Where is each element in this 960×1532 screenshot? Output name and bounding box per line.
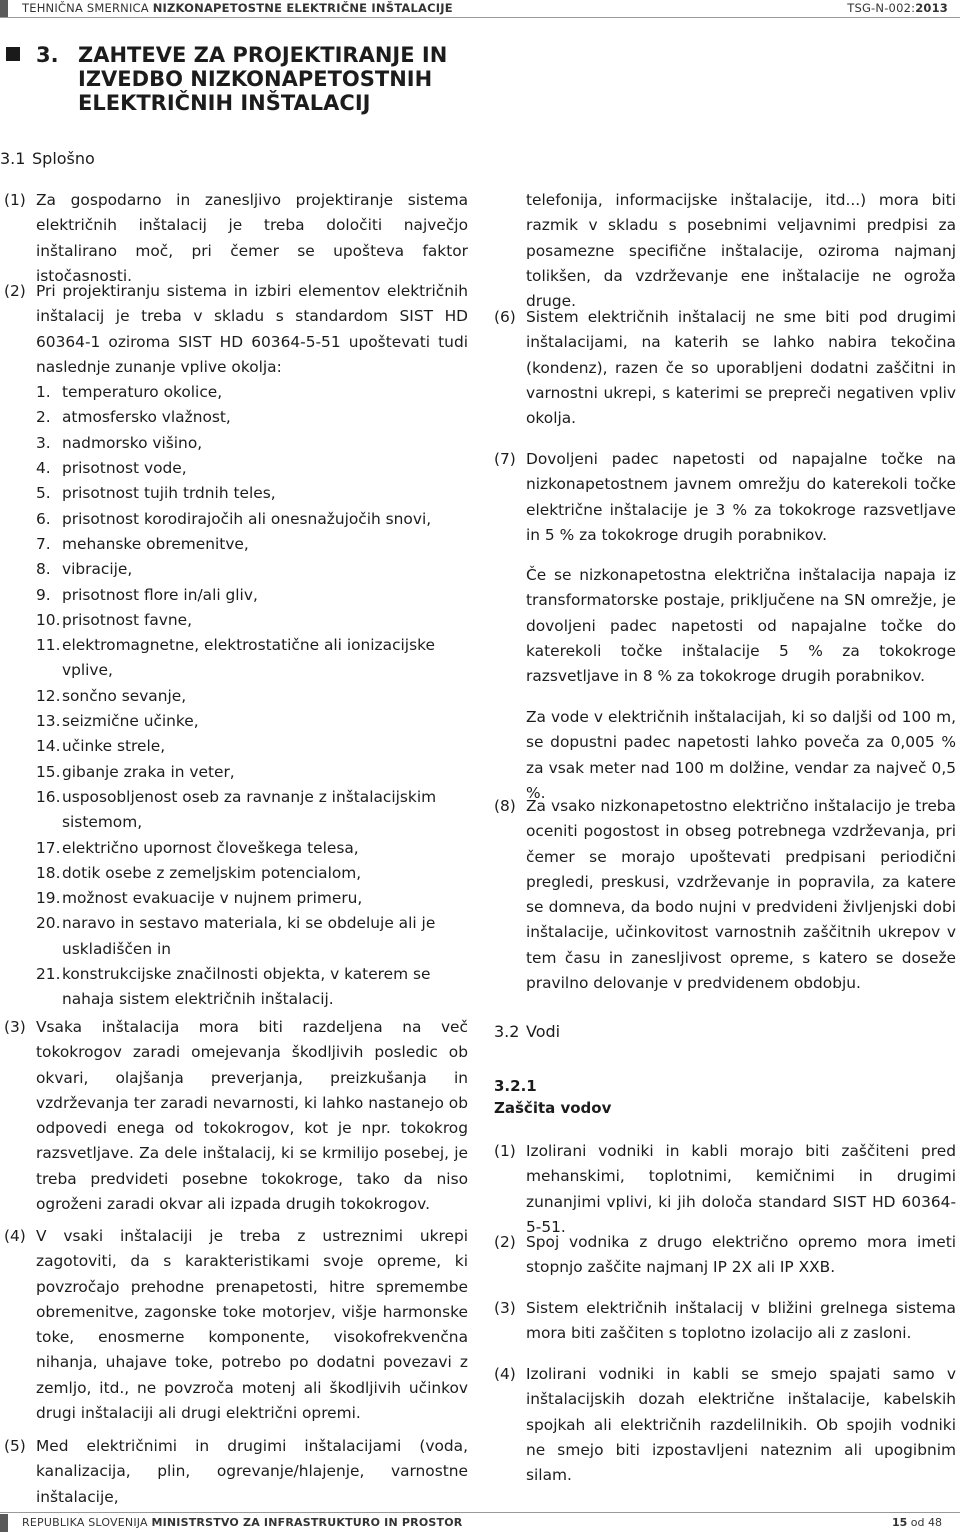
list-item-text: temperaturo okolice, — [62, 383, 223, 402]
list-item — [36, 608, 468, 633]
list-item-text: vibracije, — [62, 560, 133, 579]
paragraph-6 — [494, 305, 956, 431]
list-item — [36, 836, 468, 861]
paragraph-8 — [494, 794, 956, 996]
list-item-text: nadmorsko višino, — [62, 433, 203, 452]
page-number: 15 od 48 — [891, 1516, 942, 1529]
paragraph-text: telefonija, informacijske inštalacije, itd...) mora biti razmik v skladu s posebnimi veljavnimi predpisi za posamezne specifične inštalacije, oziroma najmanj tolikšen, da vzdrževanje ene inštalacije ne ogroža druge. — [526, 191, 956, 311]
paragraph-number: (3) — [494, 1299, 516, 1317]
header-document-code: TSG-N-002:2013 — [847, 1, 948, 15]
paragraph-3 — [4, 1015, 468, 1217]
paragraph-number: (5) — [4, 1437, 26, 1455]
paragraph-text: Pri projektiranju sistema in izbiri elementov električnih inštalacij je treba v skladu s standardom SIST HD 60364-1 oziroma SIST HD 60364-5-51 upoštevati tudi naslednje zunanje vplive okolja: — [36, 282, 468, 376]
footer-publisher: REPUBLIKA SLOVENIJA MINISTRSTVO ZA INFRASTRUKTURO IN PROSTOR — [22, 1516, 463, 1529]
list-item-number: 5. — [36, 484, 51, 503]
paragraph-number: (2) — [4, 282, 26, 300]
paragraph-5-continued — [494, 188, 956, 314]
list-item — [36, 633, 468, 684]
paragraph-text: Izolirani vodniki in kabli morajo biti zaščiteni pred mehanskimi, toplotnimi, kemičnimi in drugimi zunanjimi vplivi, ki jih določa standard SIST HD 60364-5-51. — [526, 1142, 956, 1236]
list-item-number: 16. — [36, 787, 61, 806]
list-item-text: seizmične učinke, — [62, 712, 199, 731]
list-item-text: učinke strele, — [62, 737, 166, 756]
list-item-number: 9. — [36, 585, 51, 604]
chapter-bullet-icon — [6, 47, 20, 61]
list-item-number: 11. — [36, 636, 61, 655]
list-item-number: 14. — [36, 737, 61, 756]
list-item-number: 4. — [36, 459, 51, 478]
header-marker — [0, 0, 8, 18]
list-item — [36, 760, 468, 785]
list-item — [36, 456, 468, 481]
list-item — [36, 481, 468, 506]
list-item-text: naravo in sestavo materiala, ki se obdeluje ali je uskladiščen in — [62, 914, 436, 958]
list-item — [36, 886, 468, 911]
paragraph-2 — [4, 279, 468, 1013]
paragraph-text: V vsaki inštalaciji je treba z ustreznimi ukrepi zagotoviti, da s karakteristikami svoje opreme, ki povzročajo prehodne prenapetosti, hitre spremembe obremenitve, zagonske toke motorjev, višje harmonske toke, enosmerne komponente, visokofrekvenčna nihanja, uhajave toke, potrebo po dodatni povezavi z zemljo, itd., ne povzroča motenj ali škodljivih učinkov drugi inštalaciji ali drugi električni opremi. — [36, 1227, 468, 1423]
list-item-text: sončno sevanje, — [62, 686, 187, 705]
list-item-number: 12. — [36, 686, 61, 705]
list-item-text: gibanje zraka in veter, — [62, 762, 235, 781]
running-header — [0, 0, 960, 18]
list-item-number: 21. — [36, 965, 61, 984]
list-item — [36, 583, 468, 608]
paragraph-7-part-b — [494, 563, 956, 689]
list-item — [36, 431, 468, 456]
header-rule — [0, 17, 960, 18]
list-item — [36, 734, 468, 759]
paragraph-v1 — [494, 1139, 956, 1240]
list-item-number: 18. — [36, 863, 61, 882]
list-item-text: prisotnost flore in/ali gliv, — [62, 585, 258, 604]
list-item-number: 1. — [36, 383, 51, 402]
list-item — [36, 962, 468, 1013]
paragraph-text: Med električnimi in drugimi inštalacijami (voda, kanalizacija, plin, ogrevanje/hlajenje, varnostne inštalacije, — [36, 1437, 468, 1506]
list-item-text: prisotnost favne, — [62, 610, 193, 629]
paragraph-number: (3) — [4, 1018, 26, 1036]
list-item-text: mehanske obremenitve, — [62, 534, 249, 553]
paragraph-text: Če se nizkonapetostna električna inštalacija napaja iz transformatorske postaje, priključene na SN omrežje, je dovoljeni padec napetosti od napajalne točke do katerekoli točke inštalacije 5 % za tokokroge razsvetljave in 8 % za tokokroge drugih porabnikov. — [526, 566, 956, 686]
paragraph-text: Dovoljeni padec napetosti od napajalne točke na nizkonapetostnem javnem omrežju do katerekoli točke električne inštalacije je 3 % za tokokroge razsvetljave in 5 % za tokokroge drugih porabnikov. — [526, 450, 956, 544]
paragraph-7 — [494, 447, 956, 548]
list-item-text: dotik osebe z zemeljskim potencialom, — [62, 863, 362, 882]
paragraph-v2 — [494, 1230, 956, 1281]
list-item-number: 19. — [36, 889, 61, 908]
chapter-title: ZAHTEVE ZA PROJEKTIRANJE IN IZVEDBO NIZKONAPETOSTNIH ELEKTRIČNIH INŠTALACIJ — [78, 43, 448, 115]
list-item — [36, 861, 468, 886]
list-item — [36, 507, 468, 532]
paragraph-text: Sistem električnih inštalacij ne sme biti pod drugimi inštalacijami, na katerih se lahko nabira tekočina (kondenz), razen če so uporabljeni dodatni zaščitni in varnostni ukrepi, s katerimi se prepreči negativen vpliv okolja. — [526, 308, 956, 428]
paragraph-text: Spoj vodnika z drugo električno opremo mora imeti stopnjo zaščite najmanj IP 2X ali IP XXB. — [526, 1233, 956, 1277]
footer-marker — [0, 1514, 8, 1532]
list-item-text: elektromagnetne, elektrostatične ali ionizacijske vplive, — [62, 636, 435, 680]
paragraph-number: (1) — [494, 1142, 516, 1160]
section-heading-3-2: 3.2 Vodi — [494, 1022, 561, 1041]
paragraph-text: Izolirani vodniki in kabli se smejo spajati samo v inštalacijskih dozah električne inštalacije, kabelskih spojkah ali električnih razdelilnikih. Ob spojih vodniki ne smejo biti izpostavljeni nateznim ali upogibnim silam. — [526, 1365, 956, 1485]
paragraph-number: (4) — [494, 1365, 516, 1383]
list-item-number: 7. — [36, 534, 51, 553]
list-item-number: 20. — [36, 914, 61, 933]
list-item-number: 3. — [36, 433, 51, 452]
paragraph-5 — [4, 1434, 468, 1510]
list-item-text: možnost evakuacije v nujnem primeru, — [62, 889, 363, 908]
paragraph-text: Vsaka inštalacija mora biti razdeljena na več tokokrogov zaradi omejevanja škodljivih posledic ob okvari, olajšanja preverjanja, preizkušanja in vzdrževanja ter zaradi nevarnosti, ki lahko nastanejo ob odpovedi enega od tokokrogov, kot je npr. tokokrog razsvetljave. Za dele inštalacij, ki se krmilijo posebej, je treba predvideti posebne tokokroge, tako da niso ogroženi zaradi okvar ali izpada drugih tokokrogov. — [36, 1018, 468, 1214]
list-item-number: 10. — [36, 610, 61, 629]
list-item-number: 15. — [36, 762, 61, 781]
list-item — [36, 557, 468, 582]
environment-influences-list — [36, 380, 468, 1012]
paragraph-number: (7) — [494, 450, 516, 468]
list-item-text: usposobljenost oseb za ravnanje z inštalacijskim sistemom, — [62, 787, 437, 832]
paragraph-v4 — [494, 1362, 956, 1488]
list-item-number: 8. — [36, 560, 51, 579]
list-item — [36, 380, 468, 405]
paragraph-4 — [4, 1224, 468, 1426]
paragraph-number: (1) — [4, 191, 26, 209]
paragraph-1 — [4, 188, 468, 289]
paragraph-7-part-c — [494, 705, 956, 806]
section-heading-3-2-1: 3.2.1 Zaščita vodov — [494, 1077, 612, 1117]
list-item-text: atmosfersko vlažnost, — [62, 408, 231, 427]
list-item-number: 17. — [36, 838, 61, 857]
list-item-number: 2. — [36, 408, 51, 427]
paragraph-v3 — [494, 1296, 956, 1347]
list-item-text: prisotnost tujih trdnih teles, — [62, 484, 276, 503]
list-item — [36, 405, 468, 430]
list-item-number: 13. — [36, 712, 61, 731]
header-document-title: TEHNIČNA SMERNICA NIZKONAPETOSTNE ELEKTRIČNE INŠTALACIJE — [22, 1, 453, 15]
list-item-text: prisotnost vode, — [62, 459, 187, 478]
footer-rule — [0, 1512, 960, 1513]
paragraph-number: (2) — [494, 1233, 516, 1251]
list-item-text: konstrukcijske značilnosti objekta, v katerem se nahaja sistem električnih inštalacij. — [62, 965, 431, 1009]
chapter-number: 3. — [36, 43, 59, 67]
list-item — [36, 532, 468, 557]
list-item-number: 6. — [36, 509, 51, 528]
list-item-text: električno upornost človeškega telesa, — [62, 838, 359, 857]
running-footer — [0, 1512, 960, 1532]
list-item-text: prisotnost korodirajočih ali onesnažujočih snovi, — [62, 509, 432, 528]
section-heading-3-1: 3.1 Splošno — [0, 149, 95, 168]
paragraph-text: Za vode v električnih inštalacijah, ki so daljši od 100 m, se dopustni padec napetosti lahko poveča za 0,005 % za vsak meter nad 100 m dolžine, vendar za največ 0,5 %. — [526, 708, 956, 802]
paragraph-text: Sistem električnih inštalacij v bližini grelnega sistema mora biti zaščiten s toplotno izolacijo ali z zasloni. — [526, 1299, 956, 1343]
list-item — [36, 684, 468, 709]
list-item — [36, 785, 468, 836]
paragraph-text: Za gospodarno in zanesljivo projektiranje sistema električnih inštalacij je treba določiti največjo inštalirano moč, pri čemer se upošteva faktor istočasnosti. — [36, 191, 468, 285]
paragraph-number: (6) — [494, 308, 516, 326]
paragraph-number: (8) — [494, 797, 516, 815]
paragraph-text: Za vsako nizkonapetostno električno inštalacijo je treba oceniti pogostost in obseg potrebnega vzdrževanja, pri čemer se morajo upoštevati predpisani periodični pregledi, preskusi, vzdrževanje in popravila, za katere se domneva, da bodo nujni v predvideni življenjski dobi inštalacije, učinkovitost varnostnih zaščitnih ukrepov v tem času in zanesljivost opreme, s katero se doseže pravilno delovanje v predvidenem obdobju. — [526, 797, 956, 993]
list-item — [36, 911, 468, 962]
paragraph-number: (4) — [4, 1227, 26, 1245]
list-item — [36, 709, 468, 734]
